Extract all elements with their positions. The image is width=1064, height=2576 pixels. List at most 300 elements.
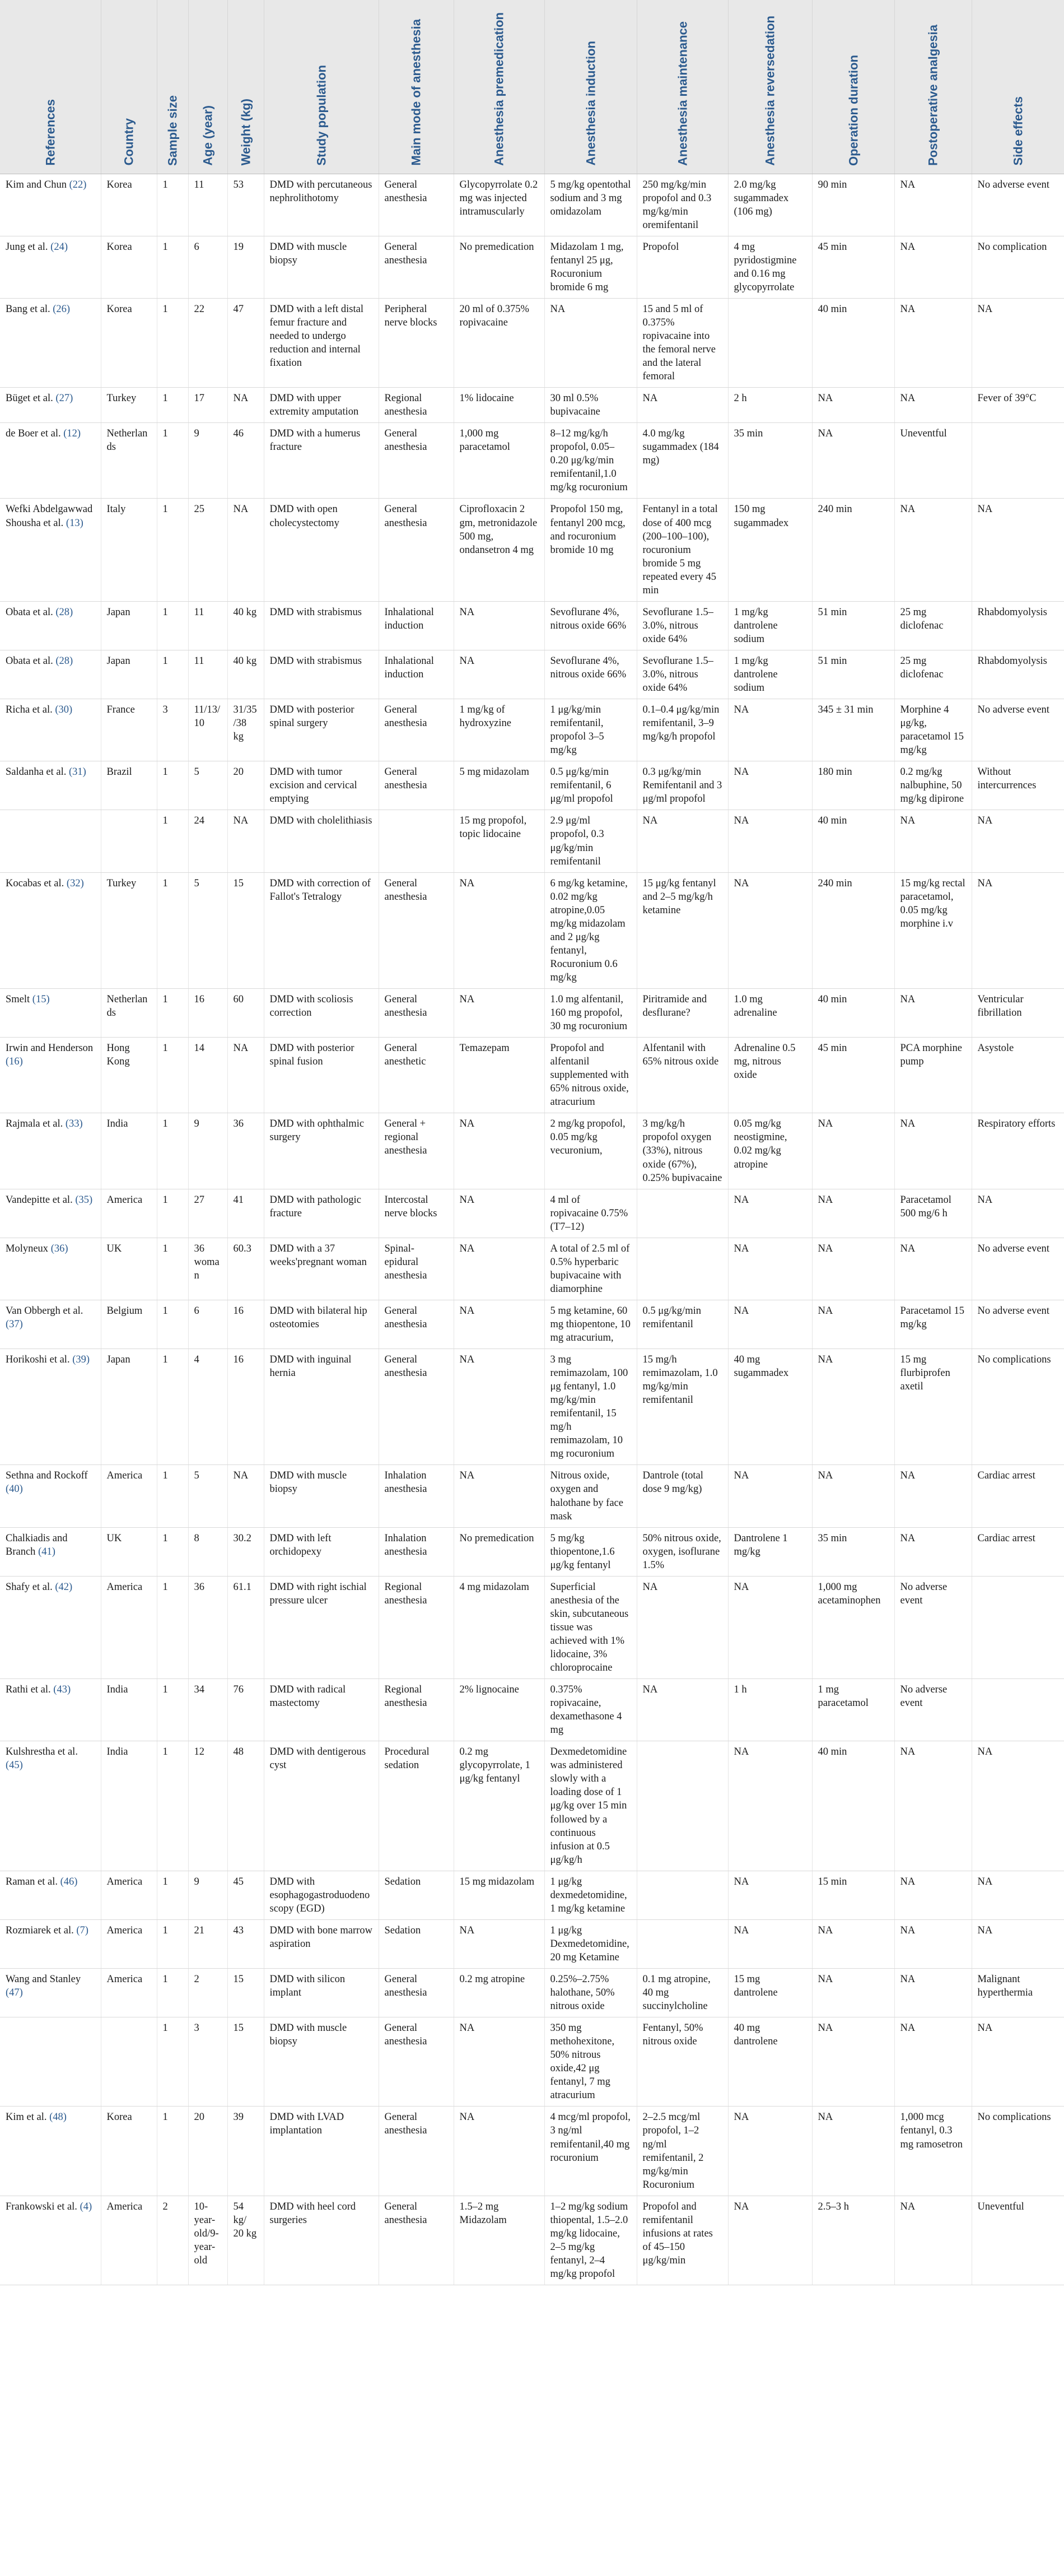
table-cell: 1 h	[728, 1679, 812, 1741]
table-cell	[101, 2017, 157, 2107]
table-cell: 1	[157, 1038, 188, 1113]
column-header-label: Study population	[314, 64, 328, 166]
table-cell: NA	[894, 1871, 972, 1919]
table-cell: NA	[728, 1238, 812, 1300]
table-cell	[637, 1871, 728, 1919]
table-cell: 0.25%–2.75% halothane, 50% nitrous oxide	[544, 1968, 637, 2017]
table-cell: NA	[972, 499, 1064, 601]
table-cell: No adverse event	[972, 1238, 1064, 1300]
table-cell: DMD with inguinal hernia	[264, 1349, 379, 1465]
column-header-label: Anesthesia maintenance	[675, 21, 689, 166]
table-cell: DMD with muscle biopsy	[264, 236, 379, 298]
table-cell: General anesthetic	[379, 1038, 454, 1113]
table-cell: NA	[728, 1871, 812, 1919]
reference-cell: Van Obbergh et al. (37)	[0, 1300, 101, 1349]
column-header-label: Main mode of anesthesia	[409, 18, 423, 166]
table-cell: 9	[188, 1871, 227, 1919]
table-cell: 10-year-old/9-year-old	[188, 2196, 227, 2285]
table-cell: 14	[188, 1038, 227, 1113]
table-cell: Regional anesthesia	[379, 1576, 454, 1678]
reference-cell: Saldanha et al. (31)	[0, 761, 101, 810]
table-cell: NA	[454, 650, 544, 699]
table-cell: 1	[157, 423, 188, 499]
citation-link[interactable]: (4)	[80, 2201, 92, 2212]
table-cell: Paracetamol 15 mg/kg	[894, 1300, 972, 1349]
table-cell: DMD with pathologic fracture	[264, 1189, 379, 1238]
citation-link[interactable]: (30)	[55, 704, 73, 716]
table-row	[0, 1189, 1064, 1238]
table-cell: Sevoflurane 4%, nitrous oxide 66%	[544, 601, 637, 650]
table-row	[0, 988, 1064, 1037]
table-cell: Netherlands	[101, 423, 157, 499]
table-cell: Spinal-epidural anesthesia	[379, 1238, 454, 1300]
table-cell: NA	[894, 174, 972, 236]
table-cell: 240 min	[812, 499, 894, 601]
table-cell: NA	[227, 1038, 264, 1113]
table-cell: 20	[188, 2107, 227, 2196]
table-cell: 36	[227, 1113, 264, 1189]
table-cell: Sedation	[379, 1919, 454, 1968]
table-cell: DMD with tumor excision and cervical emptying	[264, 761, 379, 810]
table-cell: 1	[157, 1349, 188, 1465]
column-header-label: Country	[122, 118, 136, 166]
table-cell: Intercostal nerve blocks	[379, 1189, 454, 1238]
table-cell: NA	[812, 1465, 894, 1527]
table-cell: NA	[454, 1189, 544, 1238]
table-cell: Adrenaline 0.5 mg, nitrous oxide	[728, 1038, 812, 1113]
table-cell: 5 mg ketamine, 60 mg thiopentone, 10 mg atracurium,	[544, 1300, 637, 1349]
table-cell: 1–2 mg/kg sodium thiopental, 1.5–2.0 mg/kg lidocaine, 2–5 mg/kg fentanyl, 2–4 mg/kg propofol	[544, 2196, 637, 2285]
table-cell: NA	[972, 810, 1064, 872]
table-cell: 2.9 μg/ml propofol, 0.3 μg/kg/min remifentanil	[544, 810, 637, 872]
table-cell: NA	[637, 1679, 728, 1741]
table-cell: No adverse event	[894, 1679, 972, 1741]
table-cell: 1 mg/kg dantrolene sodium	[728, 650, 812, 699]
table-cell: NA	[972, 1741, 1064, 1871]
table-cell	[972, 423, 1064, 499]
table-cell: 1 mg paracetamol	[812, 1679, 894, 1741]
table-cell: Rhabdomyolysis	[972, 650, 1064, 699]
table-cell: 0.1 mg atropine, 40 mg succinylcholine	[637, 1968, 728, 2017]
table-cell: Sevoflurane 1.5–3.0%, nitrous oxide 64%	[637, 601, 728, 650]
table-cell: General anesthesia	[379, 1300, 454, 1349]
table-cell: Nitrous oxide, oxygen and halothane by face mask	[544, 1465, 637, 1527]
table-cell: Dexmedetomidine was administered slowly with a loading dose of 1 μg/kg over 15 min followed by a continuous infusion at 0.5 μg/kg/h	[544, 1741, 637, 1871]
table-cell: Propofol and remifentanil infusions at rates of 45–150 μg/kg/min	[637, 2196, 728, 2285]
table-cell: Italy	[101, 499, 157, 601]
table-cell: NA	[227, 810, 264, 872]
table-cell: 1	[157, 388, 188, 423]
table-cell: General anesthesia	[379, 872, 454, 988]
table-cell: 40 kg	[227, 601, 264, 650]
table-cell: No premedication	[454, 1527, 544, 1576]
table-cell: A total of 2.5 ml of 0.5% hyperbaric bupivacaine with diamorphine	[544, 1238, 637, 1300]
table-row	[0, 1679, 1064, 1741]
table-cell: Procedural sedation	[379, 1741, 454, 1871]
table-cell: Japan	[101, 601, 157, 650]
citation-link[interactable]: (28)	[55, 655, 73, 667]
table-cell: 1.0 mg alfentanil, 160 mg propofol, 30 mg rocuronium	[544, 988, 637, 1037]
reference-cell: Richa et al. (30)	[0, 699, 101, 761]
citation-link[interactable]: (36)	[50, 1243, 68, 1254]
table-cell: 45	[227, 1871, 264, 1919]
table-cell: NA	[454, 1465, 544, 1527]
table-cell: 3	[188, 2017, 227, 2107]
table-cell: NA	[637, 388, 728, 423]
table-cell: No complications	[972, 1349, 1064, 1465]
table-cell: General anesthesia	[379, 1349, 454, 1465]
table-cell: 1	[157, 1919, 188, 1968]
table-cell: Piritramide and desflurane?	[637, 988, 728, 1037]
citation-link[interactable]: (33)	[65, 1118, 83, 1130]
citation-link[interactable]: (35)	[75, 1194, 93, 1206]
table-row	[0, 1741, 1064, 1871]
table-cell: America	[101, 1919, 157, 1968]
table-cell: 0.2 mg glycopyrrolate, 1 μg/kg fentanyl	[454, 1741, 544, 1871]
table-cell: General anesthesia	[379, 761, 454, 810]
table-cell: 0.05 mg/kg neostigmine, 0.02 mg/kg atropine	[728, 1113, 812, 1189]
table-cell: DMD with radical mastectomy	[264, 1679, 379, 1741]
citation-link[interactable]: (37)	[6, 1318, 23, 1330]
table-cell: No adverse event	[972, 699, 1064, 761]
table-cell	[637, 1741, 728, 1871]
table-cell: 4 mg midazolam	[454, 1576, 544, 1678]
table-cell: NA	[454, 1919, 544, 1968]
column-header-label: Anesthesia induction	[583, 41, 598, 166]
table-cell: 8	[188, 1527, 227, 1576]
table-cell: 46	[227, 423, 264, 499]
table-cell: 90 min	[812, 174, 894, 236]
table-cell: Fentanyl in a total dose of 400 mcg (200–100–100), rocuronium bromide 5 mg repeated every 45 min	[637, 499, 728, 601]
table-cell: Inhalational induction	[379, 601, 454, 650]
table-cell: Paracetamol 500 mg/6 h	[894, 1189, 972, 1238]
reference-cell: Rathi et al. (43)	[0, 1679, 101, 1741]
table-cell: 6 mg/kg ketamine, 0.02 mg/kg atropine,0.05 mg/kg midazolam and 2 μg/kg fentanyl, Rocuronium 0.6 mg/kg	[544, 872, 637, 988]
table-cell: 1	[157, 1871, 188, 1919]
table-cell: Sedation	[379, 1871, 454, 1919]
reference-cell: Kulshrestha et al. (45)	[0, 1741, 101, 1871]
table-cell: 2.5–3 h	[812, 2196, 894, 2285]
table-cell: 1	[157, 1527, 188, 1576]
reference-cell: Raman et al. (46)	[0, 1871, 101, 1919]
table-cell: America	[101, 1465, 157, 1527]
table-cell: 1,000 mg acetaminophen	[812, 1576, 894, 1678]
table-cell: 35 min	[728, 423, 812, 499]
table-cell: 2 h	[728, 388, 812, 423]
table-cell: 15	[227, 1968, 264, 2017]
table-row	[0, 761, 1064, 810]
citation-link[interactable]: (26)	[53, 303, 71, 315]
table-cell: 0.375% ropivacaine, dexamethasone 4 mg	[544, 1679, 637, 1741]
table-cell: NA	[728, 872, 812, 988]
table-cell: 1	[157, 2107, 188, 2196]
table-cell: 20	[227, 761, 264, 810]
table-cell: 15	[227, 872, 264, 988]
reference-cell: Vandepitte et al. (35)	[0, 1189, 101, 1238]
table-cell: NA	[728, 810, 812, 872]
column-header	[264, 0, 379, 174]
table-cell: 25 mg diclofenac	[894, 601, 972, 650]
citation-link[interactable]: (24)	[50, 241, 68, 253]
table-cell: 4 mg pyridostigmine and 0.16 mg glycopyrrolate	[728, 236, 812, 298]
table-cell: 9	[188, 1113, 227, 1189]
table-cell: DMD with bilateral hip osteotomies	[264, 1300, 379, 1349]
table-cell: DMD with muscle biopsy	[264, 2017, 379, 2107]
table-cell: 25 mg diclofenac	[894, 650, 972, 699]
table-cell: 1	[157, 1300, 188, 1349]
citation-link[interactable]: (15)	[32, 993, 50, 1005]
table-cell: NA	[972, 872, 1064, 988]
table-cell: NA	[812, 1113, 894, 1189]
table-cell: Propofol 150 mg, fentanyl 200 mcg, and rocuronium bromide 10 mg	[544, 499, 637, 601]
table-cell: 2% lignocaine	[454, 1679, 544, 1741]
citation-link[interactable]: (39)	[72, 1354, 90, 1366]
table-cell: America	[101, 1871, 157, 1919]
table-row	[0, 1576, 1064, 1678]
table-cell: Uneventful	[972, 2196, 1064, 2285]
column-header	[972, 0, 1064, 174]
column-header-label: Sample size	[165, 95, 180, 166]
table-cell: 60	[227, 988, 264, 1037]
table-cell: DMD with esophagogastroduodenoscopy (EGD)	[264, 1871, 379, 1919]
table-cell: NA	[812, 1238, 894, 1300]
reference-cell: Smelt (15)	[0, 988, 101, 1037]
table-cell: Korea	[101, 298, 157, 387]
citation-link[interactable]: (12)	[63, 428, 81, 440]
table-cell: NA	[972, 1189, 1064, 1238]
table-cell: Malignant hyperthermia	[972, 1968, 1064, 2017]
table-body	[0, 174, 1064, 2285]
table-cell: No adverse event	[972, 1300, 1064, 1349]
table-cell: Japan	[101, 650, 157, 699]
table-cell: NA	[812, 2017, 894, 2107]
table-cell: 15 mg dantrolene	[728, 1968, 812, 2017]
table-cell: 5	[188, 1465, 227, 1527]
table-cell: India	[101, 1113, 157, 1189]
table-cell	[101, 810, 157, 872]
table-cell: 1	[157, 810, 188, 872]
table-cell: 40 min	[812, 810, 894, 872]
table-cell: Propofol and alfentanil supplemented with 65% nitrous oxide, atracurium	[544, 1038, 637, 1113]
citation-link[interactable]: (32)	[66, 877, 84, 889]
table-cell: 3 mg/kg/h propofol oxygen (33%), nitrous oxide (67%), 0.25% bupivacaine	[637, 1113, 728, 1189]
table-cell: NA	[894, 1238, 972, 1300]
table-cell: 19	[227, 236, 264, 298]
table-cell: 40 kg	[227, 650, 264, 699]
table-cell: NA	[728, 699, 812, 761]
table-cell: 15 mg/h remimazolam, 1.0 mg/kg/min remifentanil	[637, 1349, 728, 1465]
column-header	[637, 0, 728, 174]
table-cell: DMD with LVAD implantation	[264, 2107, 379, 2196]
citation-link[interactable]: (22)	[69, 179, 87, 190]
table-cell: 1,000 mcg fentanyl, 0.3 mg ramosetron	[894, 2107, 972, 2196]
table-cell: 61.1	[227, 1576, 264, 1678]
table-cell: NA	[227, 1465, 264, 1527]
table-cell: Brazil	[101, 761, 157, 810]
table-cell: 22	[188, 298, 227, 387]
column-header-label: Postoperative analgesia	[926, 24, 940, 166]
table-cell: DMD with correction of Fallot's Tetralogy	[264, 872, 379, 988]
table-cell: 1	[157, 2017, 188, 2107]
table-row	[0, 1968, 1064, 2017]
table-cell: 1	[157, 1189, 188, 1238]
table-row	[0, 388, 1064, 423]
citation-link[interactable]: (16)	[6, 1056, 23, 1068]
citation-link[interactable]: (48)	[49, 2112, 67, 2123]
table-cell: NA	[894, 1919, 972, 1968]
table-cell: 1.5–2 mg Midazolam	[454, 2196, 544, 2285]
table-cell: America	[101, 1576, 157, 1678]
reference-cell: Bang et al. (26)	[0, 298, 101, 387]
table-row	[0, 2017, 1064, 2107]
table-cell: America	[101, 2196, 157, 2285]
table-cell: 50% nitrous oxide, oxygen, isoflurane 1.5%	[637, 1527, 728, 1576]
table-cell: 41	[227, 1189, 264, 1238]
reference-cell	[0, 2017, 101, 2107]
table-cell: No adverse event	[972, 174, 1064, 236]
table-cell: 16	[227, 1349, 264, 1465]
table-cell: NA	[728, 1576, 812, 1678]
table-cell: DMD with a humerus fracture	[264, 423, 379, 499]
table-row	[0, 699, 1064, 761]
table-cell: 2 mg/kg propofol, 0.05 mg/kg vecuronium,	[544, 1113, 637, 1189]
table-cell: 1	[157, 1465, 188, 1527]
table-cell: NA	[454, 1113, 544, 1189]
table-cell: Propofol	[637, 236, 728, 298]
column-header-label: Age (year)	[200, 105, 215, 166]
citation-link[interactable]: (40)	[6, 1484, 23, 1495]
citation-link[interactable]: (42)	[55, 1581, 73, 1593]
table-cell: 45 min	[812, 1038, 894, 1113]
reference-cell: Rozmiarek et al. (7)	[0, 1919, 101, 1968]
citation-link[interactable]: (46)	[60, 1876, 78, 1887]
table-cell	[972, 1679, 1064, 1741]
table-cell: DMD with scoliosis correction	[264, 988, 379, 1037]
table-cell: Turkey	[101, 388, 157, 423]
table-row	[0, 1527, 1064, 1576]
table-cell: Korea	[101, 174, 157, 236]
table-cell: Ventricular fibrillation	[972, 988, 1064, 1037]
table-cell: DMD with ophthalmic surgery	[264, 1113, 379, 1189]
table-cell: America	[101, 1968, 157, 2017]
column-header	[0, 0, 101, 174]
table-row	[0, 1113, 1064, 1189]
citation-link[interactable]: (45)	[6, 1760, 23, 1771]
citation-link[interactable]: (41)	[38, 1546, 55, 1557]
table-cell: Cardiac arrest	[972, 1527, 1064, 1576]
citation-link[interactable]: (13)	[66, 517, 83, 529]
table-cell: NA	[227, 499, 264, 601]
reference-cell: Irwin and Henderson (16)	[0, 1038, 101, 1113]
citation-link[interactable]: (28)	[55, 606, 73, 618]
reference-cell: Kocabas et al. (32)	[0, 872, 101, 988]
table-cell: America	[101, 1189, 157, 1238]
table-cell: 1	[157, 1238, 188, 1300]
table-cell: 0.3 μg/kg/min Remifentanil and 3 μg/ml propofol	[637, 761, 728, 810]
table-cell: 1% lidocaine	[454, 388, 544, 423]
column-header	[454, 0, 544, 174]
table-cell: 1	[157, 236, 188, 298]
table-cell: 0.2 mg atropine	[454, 1968, 544, 2017]
table-cell: 11	[188, 174, 227, 236]
citation-link[interactable]: (43)	[53, 1684, 71, 1696]
table-cell: 17	[188, 388, 227, 423]
table-cell: NA	[972, 1919, 1064, 1968]
reference-cell: Rajmala et al. (33)	[0, 1113, 101, 1189]
table-cell: No adverse event	[894, 1576, 972, 1678]
table-cell: 1	[157, 1968, 188, 2017]
table-cell: Korea	[101, 236, 157, 298]
citation-link[interactable]: (47)	[6, 1987, 23, 1999]
table-cell: 16	[188, 988, 227, 1037]
table-cell: NA	[812, 423, 894, 499]
table-row	[0, 1300, 1064, 1349]
table-cell: NA	[227, 388, 264, 423]
table-cell: DMD with silicon implant	[264, 1968, 379, 2017]
table-cell: NA	[894, 1968, 972, 2017]
table-cell: DMD with cholelithiasis	[264, 810, 379, 872]
table-cell: NA	[728, 1300, 812, 1349]
table-cell: DMD with dentigerous cyst	[264, 1741, 379, 1871]
table-cell: Rhabdomyolysis	[972, 601, 1064, 650]
table-cell: 1	[157, 499, 188, 601]
table-cell: 1 μg/kg/min remifentanil, propofol 3–5 mg/kg	[544, 699, 637, 761]
table-cell: 3	[157, 699, 188, 761]
table-cell: Sevoflurane 1.5–3.0%, nitrous oxide 64%	[637, 650, 728, 699]
table-cell: PCA morphine pump	[894, 1038, 972, 1113]
citation-link[interactable]: (31)	[69, 766, 86, 778]
reference-cell: Wefki Abdelgawwad Shousha et al. (13)	[0, 499, 101, 601]
table-cell: General anesthesia	[379, 988, 454, 1037]
reference-cell: Jung et al. (24)	[0, 236, 101, 298]
citation-link[interactable]: (27)	[55, 393, 73, 404]
reference-cell: Obata et al. (28)	[0, 601, 101, 650]
table-cell: 31/35/38 kg	[227, 699, 264, 761]
table-cell: NA	[454, 2017, 544, 2107]
table-cell: 51 min	[812, 650, 894, 699]
table-cell	[637, 1189, 728, 1238]
table-cell: NA	[454, 872, 544, 988]
table-row	[0, 236, 1064, 298]
table-cell: 350 mg methohexitone, 50% nitrous oxide,42 μg fentanyl, 7 mg atracurium	[544, 2017, 637, 2107]
table-cell: 1	[157, 1741, 188, 1871]
table-cell: NA	[894, 388, 972, 423]
column-header-label: Weight (kg)	[238, 99, 253, 166]
table-cell: Japan	[101, 1349, 157, 1465]
column-header-label: Side effects	[1010, 96, 1025, 166]
table-row	[0, 1871, 1064, 1919]
table-cell: Regional anesthesia	[379, 388, 454, 423]
table-cell: NA	[544, 298, 637, 387]
table-row	[0, 872, 1064, 988]
citation-link[interactable]: (7)	[76, 1924, 88, 1936]
table-cell: 12	[188, 1741, 227, 1871]
table-cell: 21	[188, 1919, 227, 1968]
table-cell: NA	[894, 236, 972, 298]
table-cell: 1	[157, 298, 188, 387]
table-cell: Superficial anesthesia of the skin, subcutaneous tissue was achieved with 1% lidocaine, 3% chloroprocaine	[544, 1576, 637, 1678]
table-cell: No complication	[972, 236, 1064, 298]
table-row	[0, 1238, 1064, 1300]
table-cell: 4 ml of ropivacaine 0.75% (T7–12)	[544, 1189, 637, 1238]
reference-cell: Shafy et al. (42)	[0, 1576, 101, 1678]
table-cell: 76	[227, 1679, 264, 1741]
table-cell: Ciprofloxacin 2 gm, metronidazole 500 mg, ondansetron 4 mg	[454, 499, 544, 601]
table-cell: 53	[227, 174, 264, 236]
table-cell: DMD with bone marrow aspiration	[264, 1919, 379, 1968]
table-cell: India	[101, 1679, 157, 1741]
table-cell: NA	[894, 810, 972, 872]
